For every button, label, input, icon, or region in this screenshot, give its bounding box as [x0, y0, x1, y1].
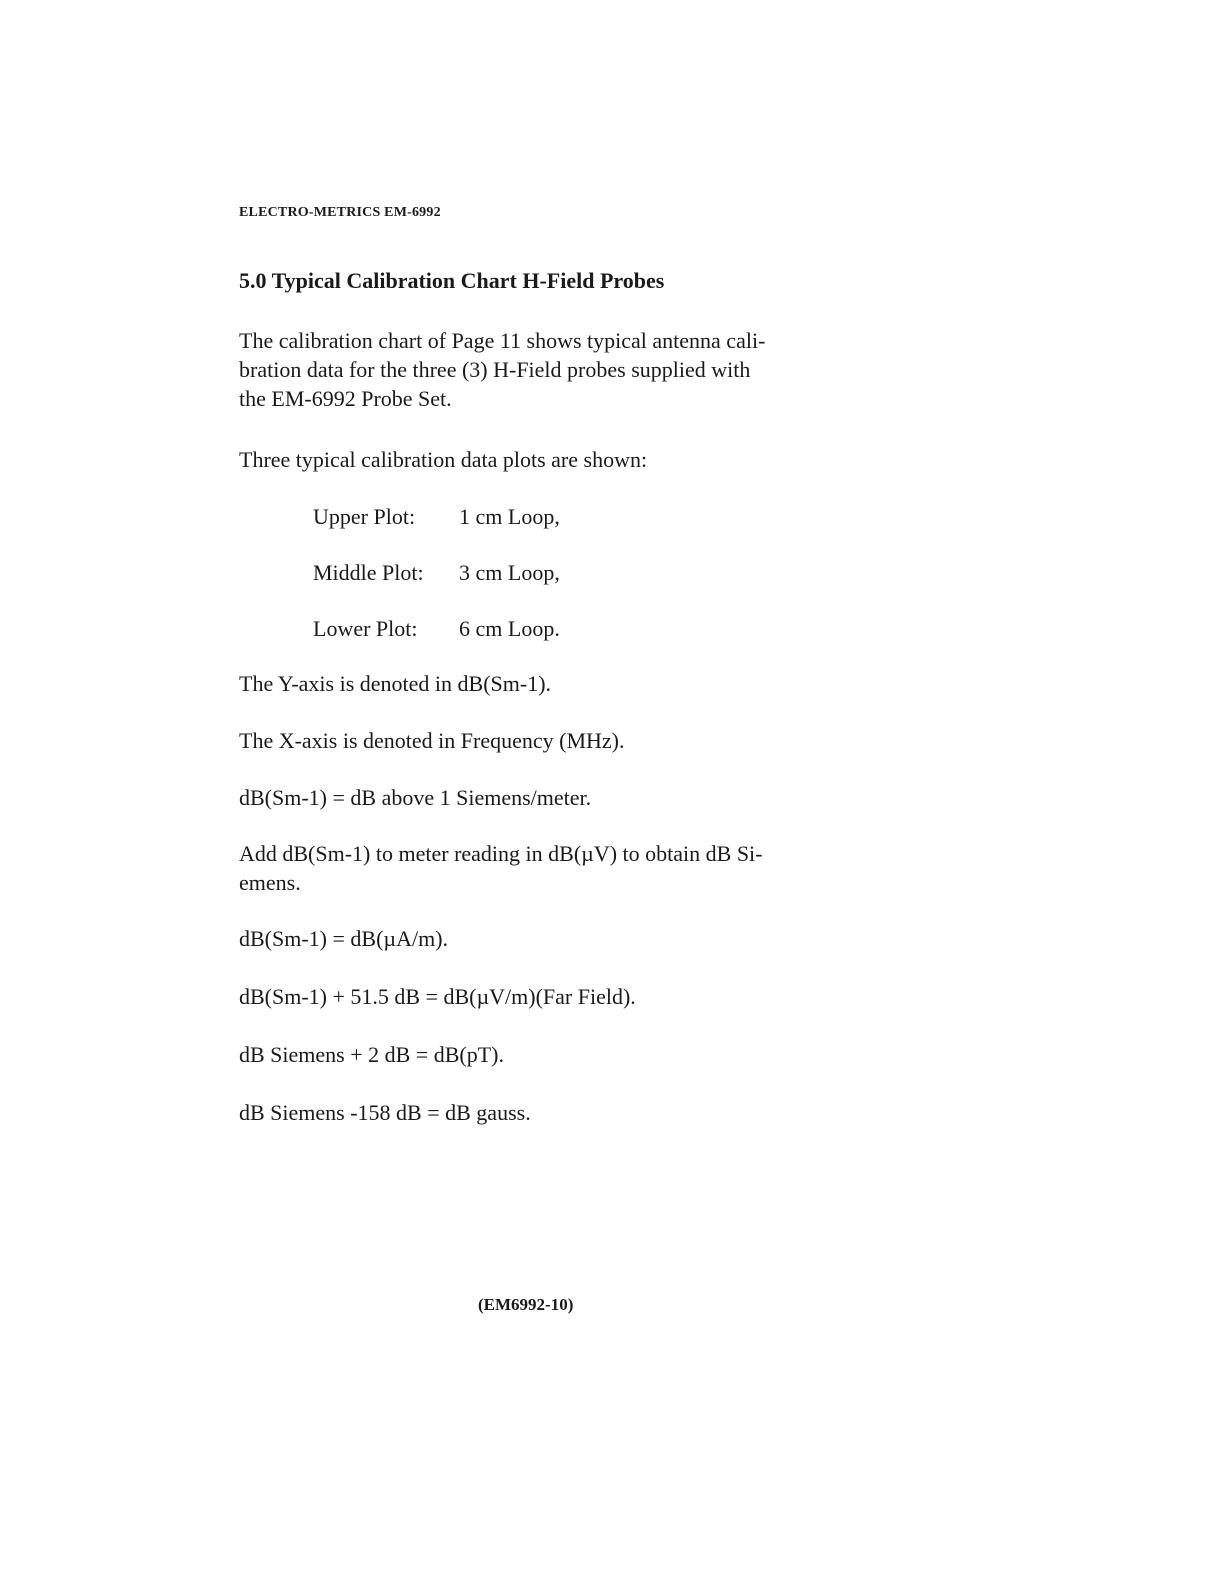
unit-definition: dB(Sm-1) = dB above 1 Siemens/meter. — [239, 785, 592, 810]
plot-item-upper — [313, 502, 560, 531]
plots-intro: Three typical calibration data plots are shown: — [239, 447, 648, 472]
plot-item-lower — [313, 614, 560, 643]
intro-paragraph — [239, 326, 829, 413]
equation-line: dB(Sm-1) = dB(µA/m). — [239, 926, 449, 951]
plot-value: 1 cm Loop, — [459, 504, 560, 529]
equation-line: dB Siemens -158 dB = dB gauss. — [239, 1100, 531, 1125]
intro-line: the EM-6992 Probe Set. — [239, 386, 452, 411]
plot-value: 6 cm Loop. — [459, 616, 560, 641]
y-axis-note: The Y-axis is denoted in dB(Sm-1). — [239, 671, 552, 696]
plot-value: 3 cm Loop, — [459, 560, 560, 585]
page-footer: (EM6992-10) — [478, 1295, 574, 1314]
equation-line: dB Siemens + 2 dB = dB(pT). — [239, 1042, 504, 1067]
document-header: ELECTRO-METRICS EM-6992 — [239, 205, 441, 220]
plot-label: Middle Plot: — [313, 560, 424, 585]
plot-label: Lower Plot: — [313, 616, 418, 641]
add-note-line: emens. — [239, 870, 301, 895]
plot-item-middle — [313, 558, 560, 587]
equation-line: dB(Sm-1) + 51.5 dB = dB(µV/m)(Far Field). — [239, 984, 636, 1009]
add-note-line: Add dB(Sm-1) to meter reading in dB(µV) to obtain dB Si- — [239, 841, 763, 866]
x-axis-note: The X-axis is denoted in Frequency (MHz). — [239, 728, 625, 753]
section-title: 5.0 Typical Calibration Chart H-Field Probes — [239, 268, 665, 293]
plot-label: Upper Plot: — [313, 504, 416, 529]
intro-line: The calibration chart of Page 11 shows typical antenna cali- — [239, 328, 766, 353]
add-note-paragraph — [239, 839, 829, 897]
intro-line: bration data for the three (3) H-Field probes supplied with — [239, 357, 751, 382]
